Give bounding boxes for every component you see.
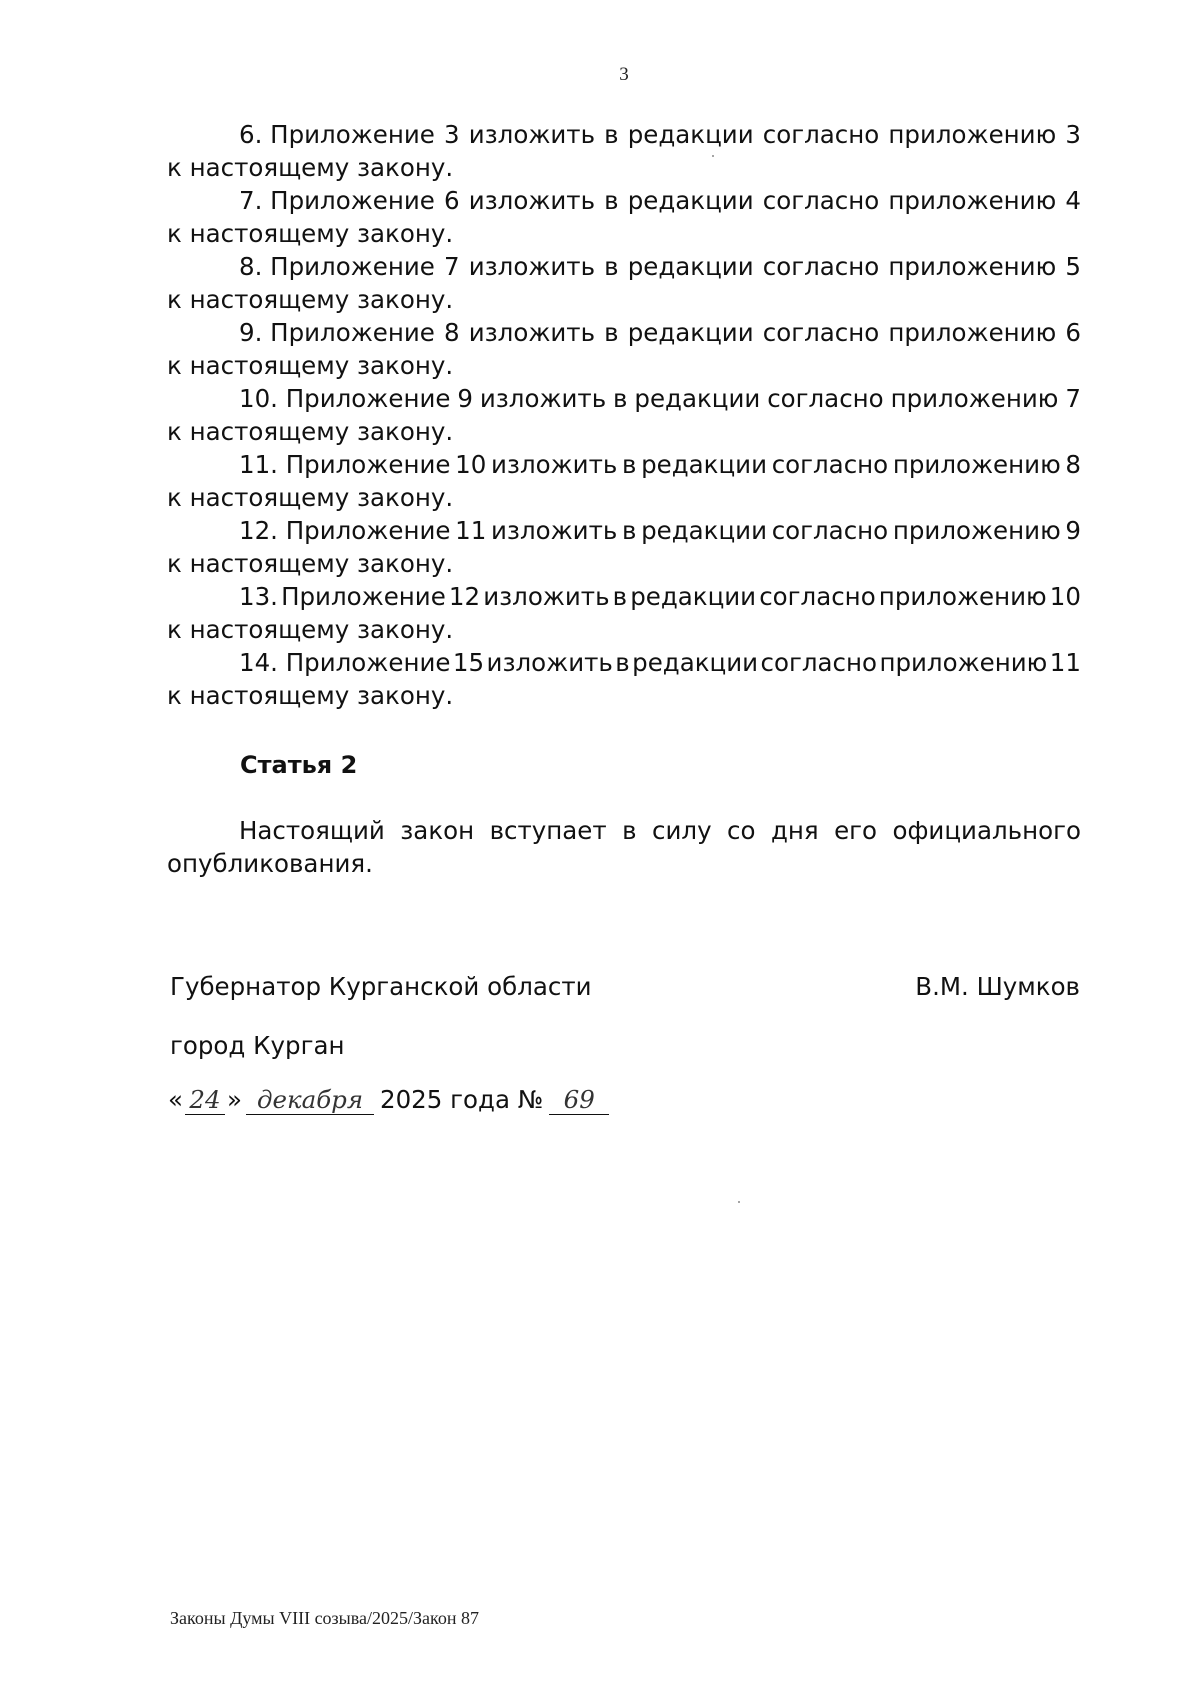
amendment-item-line-1 — [167, 646, 1081, 679]
date-line — [168, 1080, 609, 1120]
amendment-word: 3 — [1065, 120, 1081, 149]
date-close-quote: » — [227, 1085, 242, 1114]
signatory-position: Губернатор Курганской области — [170, 972, 592, 1001]
amendment-word: в — [604, 318, 619, 347]
amendment-word: изложить — [468, 252, 596, 281]
amendment-word: согласно — [759, 582, 876, 611]
amendment-word: согласно — [762, 120, 880, 149]
amendment-word: 8 — [444, 318, 460, 347]
article-text-line-2: опубликования. — [167, 849, 373, 878]
amendment-word: 6. Приложение — [239, 120, 435, 149]
article-text — [167, 814, 1081, 880]
amendment-word: редакции — [634, 384, 761, 413]
amendment-word: 4 — [1065, 186, 1081, 215]
amendment-word: изложить — [468, 186, 596, 215]
amendment-word: в — [604, 186, 619, 215]
handwritten-law-number: 69 — [549, 1086, 609, 1115]
amendment-item-line-2: к настоящему закону. — [167, 219, 454, 248]
document-footer: Законы Думы VIII созыва/2025/Закон 87 — [170, 1608, 479, 1628]
amendment-word: приложению — [879, 648, 1048, 677]
amendment-word: 11 — [1049, 648, 1081, 677]
amendment-item-line-2: к настоящему закону. — [167, 285, 454, 314]
amendment-word: 10 — [455, 450, 487, 479]
signatory-name: В.М. Шумков — [915, 972, 1080, 1001]
amendment-item-line-2: к настоящему закону. — [167, 483, 454, 512]
amendment-word: изложить — [479, 384, 607, 413]
amendment-word: в — [615, 648, 630, 677]
article-word: Настоящий — [239, 816, 385, 845]
amendment-item-line-1 — [167, 316, 1081, 349]
amendment-word: в — [604, 252, 619, 281]
amendment-word: Приложение — [281, 582, 446, 611]
amendment-word: согласно — [771, 516, 889, 545]
article-word: со — [727, 816, 756, 845]
amendment-word: в — [613, 384, 628, 413]
scan-speck — [712, 155, 714, 157]
amendment-item-line-2: к настоящему закону. — [167, 153, 454, 182]
amendment-word: согласно — [767, 384, 884, 413]
amendment-word: приложению — [888, 120, 1057, 149]
amendment-item-line-1 — [167, 382, 1081, 415]
amendment-word: 6 — [444, 186, 460, 215]
amendment-word: редакции — [641, 516, 768, 545]
amendment-item-line-1 — [167, 448, 1081, 481]
amendment-word: 10. Приложение — [239, 384, 451, 413]
amendment-item-line-2: к настоящему закону. — [167, 549, 454, 578]
amendment-word: 11 — [455, 516, 487, 545]
amendment-word: приложению — [888, 252, 1057, 281]
article-word: вступает — [489, 816, 607, 845]
amendment-word: согласно — [762, 186, 880, 215]
amendment-word: 12. Приложение — [239, 516, 451, 545]
amendment-word: в — [621, 516, 637, 545]
amendment-item — [167, 382, 1081, 448]
amendment-item-line-1 — [167, 250, 1081, 283]
amendment-item-line-1 — [167, 580, 1081, 613]
amendment-word: приложению — [892, 450, 1061, 479]
handwritten-day: 24 — [185, 1086, 225, 1115]
amendment-word: редакции — [641, 450, 768, 479]
amendment-word: 9. Приложение — [239, 318, 435, 347]
amendment-word: 7 — [1065, 384, 1081, 413]
amendment-word: 8 — [1065, 450, 1081, 479]
article-word: его — [834, 816, 878, 845]
amendment-word: изложить — [491, 516, 618, 545]
amendment-word: редакции — [627, 252, 754, 281]
amendment-word: в — [612, 582, 628, 611]
amendment-word: приложению — [892, 516, 1061, 545]
amendment-word: 7 — [444, 252, 460, 281]
amendment-word: редакции — [632, 648, 759, 677]
amendment-item-line-1 — [167, 514, 1081, 547]
amendment-word: изложить — [483, 582, 610, 611]
amendment-word: редакции — [627, 318, 754, 347]
amendment-word: редакции — [630, 582, 757, 611]
amendment-word: приложению — [878, 582, 1047, 611]
amendment-item — [167, 448, 1081, 514]
amendment-word: приложению — [890, 384, 1059, 413]
amendment-word: изложить — [468, 120, 596, 149]
scan-speck — [738, 1201, 740, 1203]
signature-block — [170, 970, 1080, 1004]
amendment-word: 6 — [1065, 318, 1081, 347]
amendment-item-line-1 — [167, 118, 1081, 151]
date-year-text: 2025 года № — [380, 1085, 544, 1114]
amendment-word: редакции — [627, 120, 754, 149]
amendment-word: согласно — [762, 252, 880, 281]
amendment-word: согласно — [762, 318, 880, 347]
amendment-word: 3 — [444, 120, 460, 149]
amendment-list — [167, 118, 1081, 712]
amendment-word: в — [621, 450, 637, 479]
article-title: Статья 2 — [240, 751, 358, 779]
amendment-item — [167, 250, 1081, 316]
amendment-word: приложению — [888, 186, 1057, 215]
page-number: 3 — [619, 64, 629, 85]
amendment-word: приложению — [888, 318, 1057, 347]
amendment-word: согласно — [760, 648, 877, 677]
amendment-word: 9 — [1065, 516, 1081, 545]
amendment-word: редакции — [627, 186, 754, 215]
article-word: дня — [770, 816, 819, 845]
amendment-word: изложить — [486, 648, 613, 677]
amendment-word: в — [604, 120, 619, 149]
amendment-word: 5 — [1065, 252, 1081, 281]
amendment-word: 13. — [239, 582, 278, 611]
amendment-item — [167, 184, 1081, 250]
date-open-quote: « — [168, 1085, 183, 1114]
amendment-word: 12 — [448, 582, 481, 611]
handwritten-month: декабря — [246, 1086, 374, 1115]
article-word: закон — [400, 816, 475, 845]
article-word: в — [622, 816, 637, 845]
amendment-word: 9 — [457, 384, 473, 413]
article-text-line-1 — [167, 814, 1081, 847]
amendment-item — [167, 118, 1081, 184]
amendment-word: 10 — [1049, 582, 1081, 611]
city-line: город Курган — [170, 1031, 345, 1060]
amendment-word: изложить — [468, 318, 596, 347]
amendment-item-line-2: к настоящему закону. — [167, 417, 454, 446]
article-word: силу — [652, 816, 712, 845]
amendment-word: 8. Приложение — [239, 252, 435, 281]
amendment-word: 14. Приложение — [239, 648, 451, 677]
amendment-word: 11. Приложение — [239, 450, 451, 479]
amendment-item-line-2: к настоящему закону. — [167, 351, 454, 380]
amendment-item — [167, 514, 1081, 580]
amendment-item — [167, 316, 1081, 382]
amendment-word: 15 — [452, 648, 485, 677]
amendment-item-line-2: к настоящему закону. — [167, 615, 454, 644]
amendment-word: изложить — [491, 450, 618, 479]
amendment-item — [167, 580, 1081, 646]
amendment-word: согласно — [771, 450, 889, 479]
amendment-item-line-1 — [167, 184, 1081, 217]
amendment-word: 7. Приложение — [239, 186, 435, 215]
article-word: официального — [892, 816, 1081, 845]
amendment-item-line-2: к настоящему закону. — [167, 681, 454, 710]
amendment-item — [167, 646, 1081, 712]
